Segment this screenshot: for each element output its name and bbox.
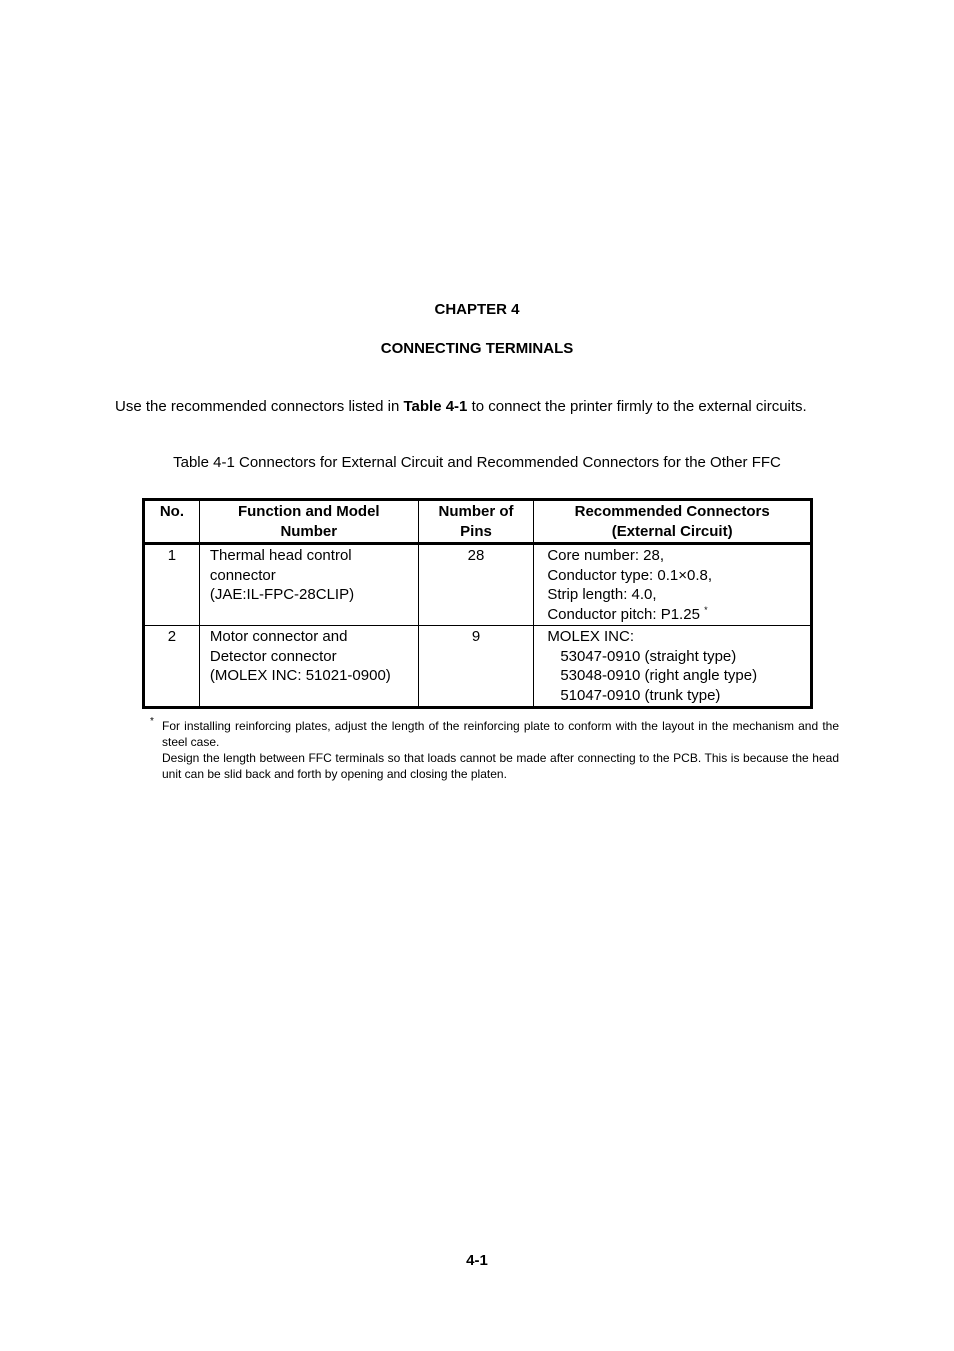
- header-pins: Number of Pins: [418, 500, 534, 544]
- chapter-title: CONNECTING TERMINALS: [380, 340, 574, 357]
- row-number: 2: [144, 626, 200, 708]
- row-recommended: Core number: 28, Conductor type: 0.1×0.8, Strip length: 4.0, Conductor pitch: P1.25 *: [534, 544, 812, 626]
- row-function: Motor connector and Detector connector (MOLEX INC: 51021-0900): [199, 626, 418, 708]
- footnote-marker: *: [704, 604, 708, 615]
- footnote-paragraph: For installing reinforcing plates, adjust the length of the reinforcing plate to conform with the layout in the mechanism and the steel case.: [162, 719, 839, 749]
- table-header-row: [144, 500, 812, 544]
- row-pins: 28: [418, 544, 534, 626]
- table-row: [144, 626, 812, 708]
- table-row: [144, 544, 812, 626]
- chapter-label: CHAPTER 4: [434, 301, 520, 318]
- footnote-mark: *: [150, 716, 154, 727]
- footnote: [148, 718, 839, 782]
- row-recommended: MOLEX INC: 53047-0910 (straight type) 53048-0910 (right angle type) 51047-0910 (trunk type): [534, 626, 812, 708]
- row-number: 1: [144, 544, 200, 626]
- intro-text-after: to connect the printer firmly to the external circuits.: [467, 398, 807, 415]
- table-reference: Table 4-1: [403, 398, 468, 415]
- connectors-table: [142, 498, 813, 709]
- page-number: 4-1: [466, 1252, 488, 1269]
- footnote-paragraph: Design the length between FFC terminals so that loads cannot be made after connecting to the PCB. This is because the head unit can be slid back and forth by opening and closing the platen.: [162, 751, 839, 781]
- header-no: No.: [144, 500, 200, 544]
- intro-paragraph: [115, 397, 839, 416]
- intro-text-before: Use the recommended connectors listed in: [115, 398, 404, 415]
- header-function: Function and Model Number: [199, 500, 418, 544]
- row-function: Thermal head control connector (JAE:IL-FPC-28CLIP): [199, 544, 418, 626]
- header-recommended: Recommended Connectors (External Circuit): [534, 500, 812, 544]
- table-caption: Table 4-1 Connectors for External Circuit and Recommended Connectors for the Other FFC: [173, 454, 781, 471]
- row-pins: 9: [418, 626, 534, 708]
